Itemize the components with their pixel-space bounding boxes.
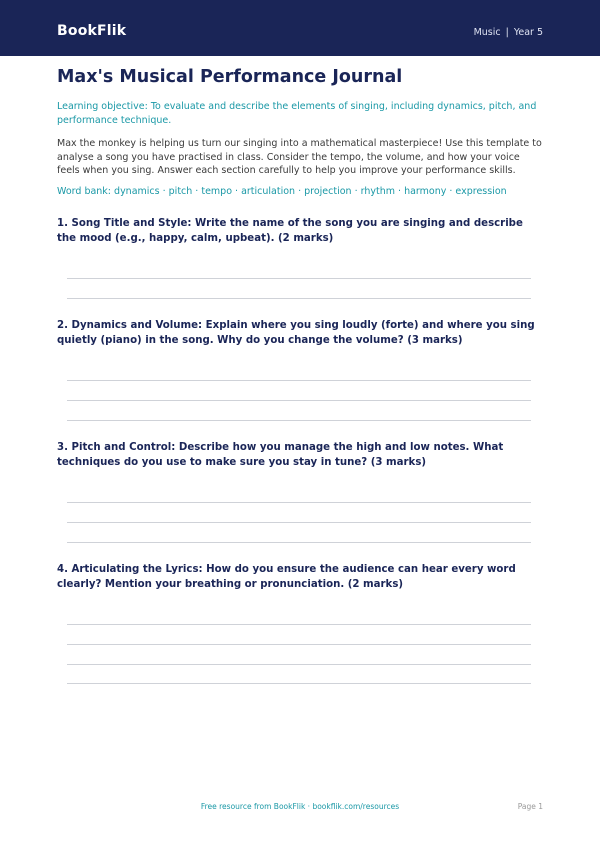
brand-logo[interactable]: BookFlik <box>57 23 127 39</box>
answer-line[interactable] <box>67 542 531 543</box>
question-1 <box>57 216 543 246</box>
answer-line[interactable] <box>67 298 531 299</box>
question-text: 3. Pitch and Control: Describe how you manage the high and low notes. What techniques do you use to make sure you stay in tune? (3 marks) <box>57 442 504 468</box>
answer-line[interactable] <box>67 683 531 684</box>
question-text: 4. Articulating the Lyrics: How do you ensure the audience can hear every word clearly? Mention your breathing or pronunciation. (2 marks) <box>57 564 516 590</box>
answer-line[interactable] <box>67 420 531 421</box>
question-2 <box>57 318 543 348</box>
page-title: Max's Musical Performance Journal <box>57 67 403 87</box>
question-text: 1. Song Title and Style: Write the name of the song you are singing and describe the mood (e.g., happy, calm, upbeat). (2 marks) <box>57 218 523 244</box>
question-3 <box>57 440 543 470</box>
answer-line[interactable] <box>67 278 531 279</box>
subject-year-label <box>474 27 543 39</box>
answer-line[interactable] <box>67 624 531 625</box>
page-number: Page 1 <box>517 802 543 811</box>
answer-line[interactable] <box>67 400 531 401</box>
year-label: Year 5 <box>513 27 543 38</box>
answer-line[interactable] <box>67 522 531 523</box>
subject-label: Music <box>473 27 501 38</box>
header-separator: | <box>505 27 509 38</box>
answer-line[interactable] <box>67 644 531 645</box>
question-4 <box>57 562 543 592</box>
answer-line[interactable] <box>67 664 531 665</box>
intro-paragraph: Max the monkey is helping us turn our singing into a mathematical masterpiece! Use this template to analyse a song you have practised in class. Consider the tempo, the volume, and how your voice feels when you sing. Answer each section carefully to help you improve your performance skills. <box>57 138 542 176</box>
answer-line[interactable] <box>67 502 531 503</box>
answer-line[interactable] <box>67 380 531 381</box>
word-bank: Word bank: dynamics · pitch · tempo · articulation · projection · rhythm · harmony · expression <box>57 186 507 197</box>
footer-credit[interactable]: Free resource from BookFlik · bookflik.com/resources <box>200 802 400 811</box>
learning-objective: Learning objective: To evaluate and describe the elements of singing, including dynamics, pitch, and performance technique. <box>57 101 537 126</box>
header-bar <box>0 0 600 56</box>
question-text: 2. Dynamics and Volume: Explain where you sing loudly (forte) and where you sing quietly (piano) in the song. Why do you change the volume? (3 marks) <box>57 320 535 346</box>
